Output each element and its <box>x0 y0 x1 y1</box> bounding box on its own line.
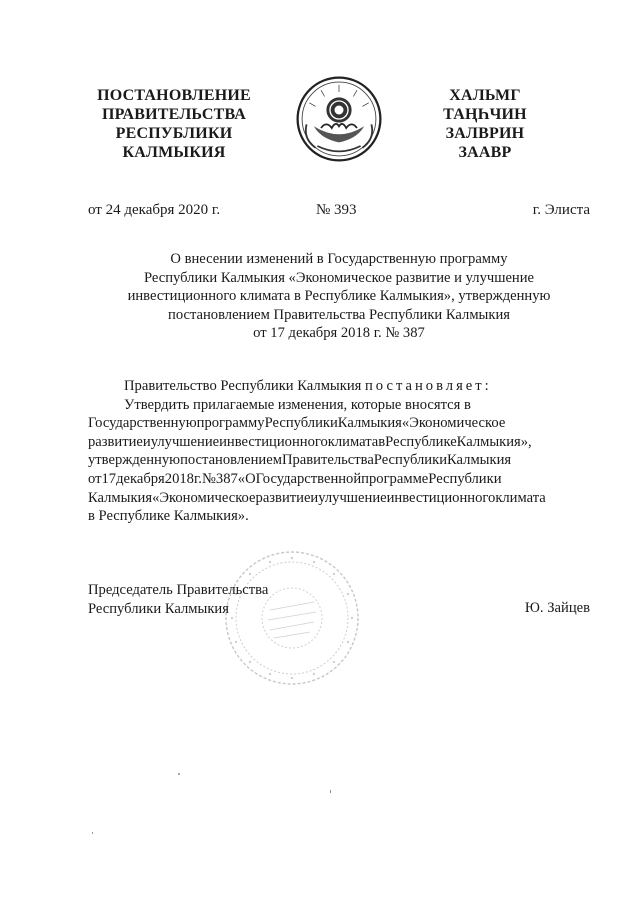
header-right-line: ЗААВР <box>458 144 512 161</box>
body-word: климата <box>495 489 546 506</box>
date-row <box>88 202 590 222</box>
body-word: «О <box>237 470 256 487</box>
document-city: г. Элиста <box>532 202 590 218</box>
body-line <box>88 470 590 489</box>
body-word: инвестиционного <box>219 433 328 450</box>
body-word: развитие <box>88 433 143 450</box>
body-word: Калмыкия <box>447 452 512 469</box>
body-intro-verb: постановляет: <box>365 378 492 394</box>
body-word: декабря <box>116 470 165 487</box>
body-word: Республике <box>385 433 457 450</box>
body-word: изменения, <box>277 396 348 413</box>
body-word: Государственной <box>255 470 362 487</box>
body-word: инвестиционного <box>386 489 496 506</box>
title-line: от 17 декабря 2018 г. № 387 <box>253 325 425 342</box>
body-word: 2018 <box>164 470 194 487</box>
body-line <box>88 414 590 433</box>
body-word: № <box>201 470 216 487</box>
body-word: которые <box>350 396 402 413</box>
scan-speck <box>178 773 180 775</box>
header-left-line: КАЛМЫКИЯ <box>122 144 226 161</box>
document-number: № 393 <box>316 202 357 218</box>
header-left-line: РЕСПУБЛИКИ <box>115 125 233 142</box>
body-word: Республики <box>264 415 338 432</box>
body-word: Республики <box>428 470 502 487</box>
kalmykia-coat-of-arms-icon <box>294 74 384 164</box>
header-right-line: ЗАЛВРИН <box>445 125 525 142</box>
body-word: в <box>378 433 386 450</box>
signature-title-line: Председатель Правительства <box>88 582 269 598</box>
body-word: вносятся <box>405 396 461 413</box>
body-intro-line <box>88 377 590 396</box>
body-word: программе <box>361 470 429 487</box>
body-word: постановлением <box>180 452 282 469</box>
body-word: Правительства <box>281 452 374 469</box>
body-word: и <box>142 433 151 450</box>
document-body <box>88 377 590 526</box>
signature-title <box>88 581 268 619</box>
body-word: 387 <box>215 470 238 487</box>
body-word: «Экономическое <box>401 415 506 432</box>
signature-title-line: Республики Калмыкия <box>88 601 229 617</box>
body-line-justified <box>88 396 590 415</box>
title-line: Республики Калмыкия «Экономическое развитие и улучшение <box>143 269 535 286</box>
title-line: постановлением Правительства Республики Калмыкия <box>168 306 510 323</box>
document-title <box>88 250 590 343</box>
body-word: Государственную <box>88 415 197 432</box>
body-word: климата <box>327 433 379 450</box>
body-word: 17 <box>101 470 117 487</box>
signature-name: Ю. Зайцев <box>524 600 590 616</box>
body-word: и <box>310 489 319 506</box>
body-line <box>88 451 590 470</box>
body-word: развитие <box>255 489 311 506</box>
body-word: от <box>88 470 102 487</box>
header-left-line: ПРАВИТЕЛЬСТВА <box>101 106 247 123</box>
title-line: инвестиционного климата в Республике Калмыкия», утвержденную <box>127 288 551 305</box>
body-word: Калмыкия», <box>456 433 532 450</box>
scan-speck <box>330 790 331 793</box>
body-word: Калмыкия <box>337 415 402 432</box>
header-left-russian <box>86 86 262 162</box>
body-word: улучшение <box>150 433 220 450</box>
body-word: прилагаемые <box>193 396 275 413</box>
body-last-line: в Республике Калмыкия». <box>88 508 249 525</box>
header-right-kalmyk <box>430 86 540 162</box>
body-word: утвержденную <box>88 452 181 469</box>
body-line <box>88 489 590 508</box>
scan-speck <box>92 832 93 834</box>
header-right-line: ХАЛЬМГ <box>449 87 521 104</box>
body-word: г. <box>193 470 202 487</box>
body-word: «Экономическое <box>152 489 256 506</box>
body-word: Утвердить <box>124 396 190 413</box>
body-line <box>88 433 590 452</box>
body-word: Калмыкия <box>88 489 153 506</box>
body-word: в <box>463 396 471 413</box>
document-date: от 24 декабря 2020 г. <box>88 202 221 218</box>
body-intro: Правительство Республики Калмыкия <box>124 378 362 394</box>
body-word: программу <box>196 415 265 432</box>
title-line: О внесении изменений в Государственную программу <box>170 251 508 267</box>
header-left-line: ПОСТАНОВЛЕНИЕ <box>97 87 251 104</box>
body-word: Республики <box>373 452 448 469</box>
header-right-line: ТАҢҺЧИН <box>443 106 527 123</box>
body-word: улучшение <box>318 489 387 506</box>
